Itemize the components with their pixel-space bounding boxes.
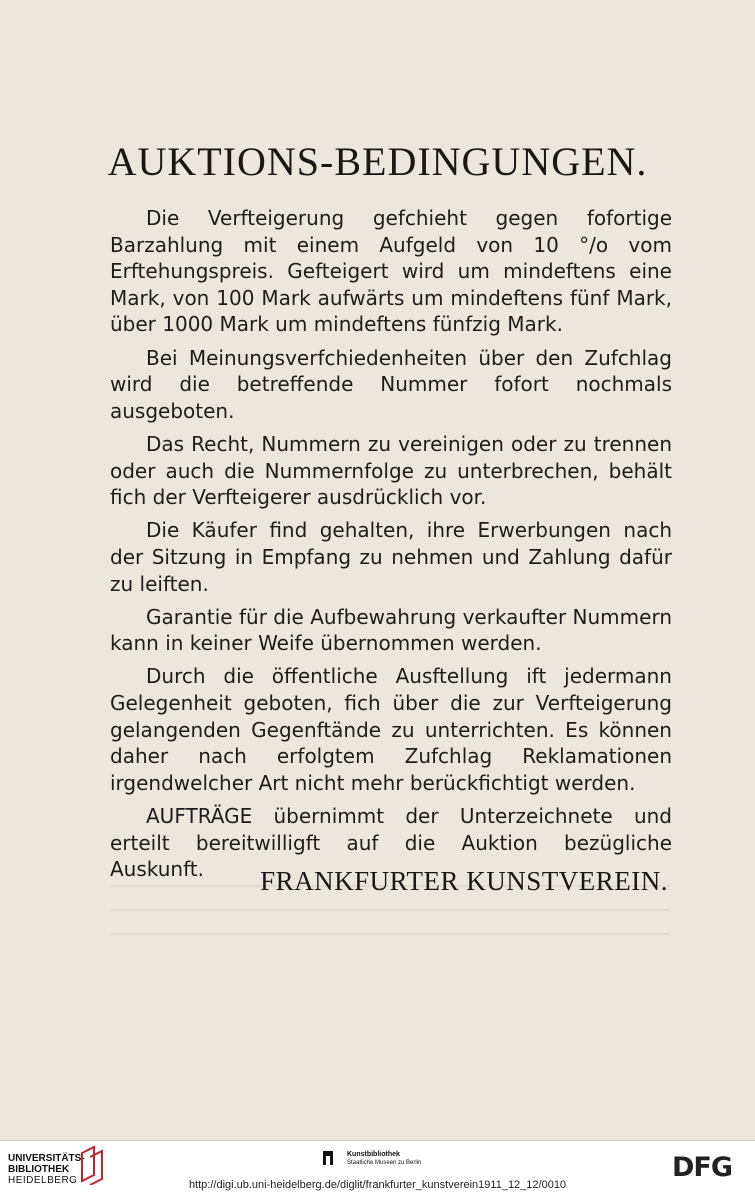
paragraph: Die Verfteigerung gefchieht gegen fofortige Barzahlung mit einem Aufgeld von 10 °/o vom Erftehungspreis. Gefteigert wird um mindeftens eine Mark, von 100 Mark aufwärts um mindeftens fünf Mark, über 1000 Mark um mindeftens fünfzig Mark. xyxy=(110,206,672,337)
signature: FRANKFURTER KUNSTVEREIN. xyxy=(260,866,668,896)
page-title: AUKTIONS-BEDINGUNGEN. xyxy=(107,139,648,184)
ub-name-line: BIBLIOTHEK xyxy=(8,1164,70,1175)
paragraph: Das Recht, Nummern zu vereinigen oder zu trennen oder auch die Nummernfolge zu unterbrechen, behält fich der Verfteigerer ausdrücklich vor. xyxy=(110,431,672,510)
kb-subtitle: Staatliche Museen zu Berlin xyxy=(347,1160,422,1166)
kb-title: Kunstbibliothek xyxy=(347,1151,400,1158)
conditions-text xyxy=(110,205,672,889)
paragraph: Die Käufer find gehalten, ihre Erwerbungen nach der Sitzung in Empfang zu nehmen und Zahlung dafür zu leiften. xyxy=(110,518,672,596)
dfg-logo[interactable]: DFG xyxy=(672,1152,733,1183)
paragraph: Garantie für die Aufbewahrung verkaufter Nummern kann in keiner Weife übernommen werden. xyxy=(110,604,672,656)
viewer-footer xyxy=(0,1140,755,1195)
permalink-url[interactable]: http://digi.ub.uni-heidelberg.de/diglit/frankfurter_kunstverein1911_12_12/0010 xyxy=(188,1179,567,1191)
kunstbibliothek-logo-icon xyxy=(323,1151,333,1165)
paragraph: Durch die öffentliche Ausftellung ift jedermann Gelegenheit geboten, fich über die zur Verfteigerung gelangenden Gegenftände zu unterrichten. Es können daher nach erfolgtem Zufchlag Reklamationen irgendwelcher Art nicht mehr berückfichtigt werden. xyxy=(110,664,672,795)
paragraph: AUFTRÄGE übernimmt der Unterzeichnete und erteilt bereitwilligft auf die Auktion bezügliche Auskunft. xyxy=(110,804,672,882)
paragraph: Bei Meinungsverfchiedenheiten über den Zufchlag wird die betreffende Nummer fofort nochmals ausgeboten. xyxy=(110,345,672,423)
ub-name-line: HEIDELBERG xyxy=(8,1175,78,1186)
ub-name-line: UNIVERSITÄTS- xyxy=(8,1153,85,1164)
